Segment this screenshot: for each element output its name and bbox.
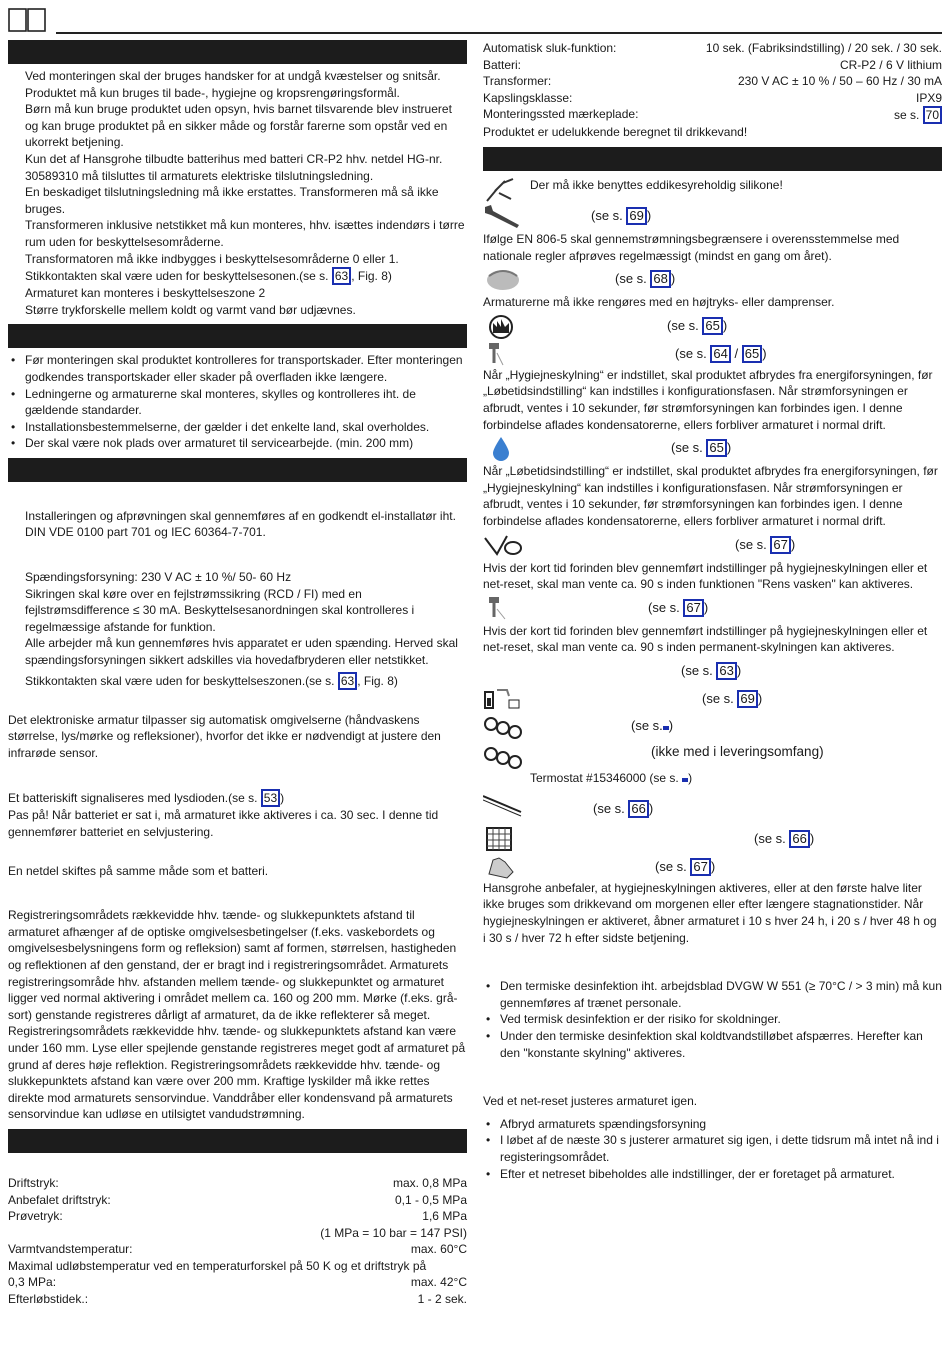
safety-line: Ved monteringen skal der bruges handsker for at undgå kvæstelser og snitsår.	[25, 69, 441, 83]
list-item: • Før monteringen skal produktet kontrolleres for transportskader. Efter monteringen godkendes transportskader eller skader på overfladen ikke længere.	[8, 352, 467, 385]
safety-line: Transformeren inklusive netstikket må kun monteres, hhv. isættes indendørs i tørre rum uden for beskyttelsesområderne.	[25, 218, 465, 249]
silicone-row: Der må ikke benyttes eddikesyreholdig silikone!	[483, 175, 942, 201]
hygiene-text: Når „Hygiejneskylning“ er indstillet, skal produktet afbrydes fra energiforsyningen, før „Løbetidsindstilling“ kan indstilles i konfigurationsfasen. Når strømforsyningen er afbrudt, ventes i 10 sekunder, før strømforsyningen kan forbindes igen. I denne forbindelse aflades kondensatorerne, ellers forbliver armaturet i normal drift.	[483, 367, 933, 432]
safety-line: Armaturet kan monteres i beskyttelseszone 2	[25, 286, 266, 301]
list-item: • Ved termisk desinfektion er der risiko for skoldninger.	[483, 1011, 942, 1028]
list-item: • Den termiske desinfektion iht. arbejdsblad DVGW W 551 (≥ 70°C / > 3 min) må kun gennemføres af trænet personale.	[483, 978, 942, 1011]
hand-row	[483, 264, 942, 294]
safety-line: Større trykforskelle mellem koldt og varmt vand bør udjævnes.	[25, 302, 356, 317]
book-icon	[8, 8, 46, 32]
netdel-text: En netdel skiftes på samme måde som et batteri.	[8, 863, 269, 878]
safety-section	[8, 68, 467, 318]
page-ref-text: (se s. 63 )	[681, 662, 742, 678]
page-ref-text: (se s. 67 )	[648, 599, 709, 615]
ruler-icon	[483, 792, 523, 818]
basin-clean-icon	[483, 532, 523, 558]
page-ref-link[interactable]: 63	[338, 672, 357, 690]
safety-line: Produktet må kun bruges til bade-, hygiejne og kropsrengøringsformål.	[25, 85, 400, 100]
faucet-icon-row	[483, 339, 942, 367]
tech-table-left	[8, 1175, 467, 1308]
section-bar-mounting	[8, 324, 467, 348]
hygiene-flush-icon	[483, 313, 523, 339]
faucet-flush-icon	[483, 595, 523, 621]
socket-line: Stikkontakten skal være uden for beskyttelsesonen.(se s. 63 , Fig. 8)	[25, 269, 392, 284]
section-bar-technical	[8, 1129, 467, 1153]
table-row: Batteri: CR-P2 / 6 V lithium	[483, 57, 942, 72]
permanent-text: Hvis der kort tid forinden blev gennemført indstillinger på hygiejneskylningen eller et net-reset, skal man vente ca. 90 s inden permanent-skylningen kan aktiveres.	[483, 623, 928, 655]
left-column	[8, 40, 467, 1308]
table-row: Monteringssted mærkeplade: se s. 70	[483, 106, 942, 124]
en806-text: Ifølge EN 806-5 skal gennemstrømningsbegrænsere i overensstemmelse med nationale regler afprøves regelmæssigt (mindst en gang om året).	[483, 231, 900, 263]
range-text: Registreringsområdets rækkevidde hhv. tænde- og slukkepunktets afstand til armaturet afhænger af de optiske omgivelsesbetingelser (f.eks. vaskebordets og omgivelsesbelysningens form og refleksion) samt af formen, størrelsen, hastigheden og reflektionen af den genstand, der er bragt ind i registreringsområdet. Armaturets registreringsområde hhv. afstanden mellem tænde- og slukkepunktet og armaturet ligger ved normal aktivering i området mellem ca. 160 og 200 mm. Mørke (f.eks. grå-sort) genstande registreres dårligt af armaturet, da de ikke reflekterer så meget. Registreringsområdets rækkevidde hhv. tænde- og slukkepunktets afstand kan være under 160 mm. Lyse eller spejlende genstande registreres meget godt af armaturet på grund af deres høje reflektion. Registreringsområdets rækkevidde hhv. tænde- og slukkepunktets afstand kan være over 200 mm. Kraftige lyskilder må ikke rettes direkte mod armaturets sensorvindue. Vanddråber eller kondensvand på armaturets sensorvindue kan udløse en utilsigtet vandudstrømning.	[8, 908, 466, 1122]
valve-set-icon	[483, 714, 523, 740]
silicone-gun-icon	[483, 177, 523, 203]
header-rule	[56, 32, 942, 34]
table-row: Anbefalet driftstryk: 0,1 - 0,5 MPa	[8, 1192, 467, 1207]
page-ref-link[interactable]: 70	[923, 106, 942, 124]
grid-sensor-icon	[483, 826, 523, 852]
safety-line: Børn må kun bruge produktet uden opsyn, hvis barnet tilsvarende blev instrueret og kan bruge produktet på en sikker måde og forstår farerne som opstår ved en ukorrekt betjening.	[25, 102, 452, 150]
elec-text: Installeringen og afprøvningen skal gennemføres af en godkendt el-installatør iht. DIN VDE 0100 part 701 og IEC 60364-7-701.	[25, 508, 456, 540]
list-item: • Installationsbestemmelserne, der gælder i det enkelte land, skal overholdes.	[8, 419, 467, 436]
list-item: • Ledningerne og armaturerne skal monteres, skylles og kontrolleres iht. de gældende standarder.	[8, 386, 467, 419]
page-ref-text: (se s. 66 )	[593, 800, 654, 816]
page-ref-link[interactable]: 66	[628, 800, 648, 818]
table-row: 0,3 MPa: max. 42°C	[8, 1275, 467, 1290]
drinking-water-note: Produktet er udelukkende beregnet til drikkevand!	[483, 125, 748, 140]
page-ref-link[interactable]: 67	[690, 858, 710, 876]
section-bar-cleaning	[483, 147, 942, 171]
list-item: • Afbryd armaturets spændingsforsyning	[483, 1116, 942, 1133]
page-ref-link[interactable]: 65	[706, 439, 726, 457]
hygiene-icon-row	[483, 311, 942, 339]
list-item: • Efter et netreset bibeholdes alle indstillinger, der er foretaget på armaturet.	[483, 1166, 942, 1183]
runtime-text: Når „Løbetidsindstilling“ er indstillet, skal produktet afbrydes fra energiforsyningen, før „Hygiejneskylning“ kan indstilles i konfigurationsfasen. Når strømforsyningen er afbrudt, ventes i 10 sekunder, før strømforsyningen kan forbindes igen. I denne forbindelse aflades kondensatorerne, ellers forbliver armaturet i normal drift.	[483, 464, 938, 528]
hand-cleaning-icon	[483, 266, 523, 292]
reset-list	[483, 1116, 942, 1182]
page-ref-text: (se s. 66 )	[754, 830, 815, 846]
page-ref-link[interactable]: 63	[332, 267, 351, 285]
list-item: • Der skal være nok plads over armaturet til servicearbejde. (min. 200 mm)	[8, 435, 467, 452]
safety-line: Transformatoren må ikke indbygges i beskyttelsesområderne 0 eller 1.	[25, 251, 399, 266]
glove-icon-row	[483, 852, 942, 880]
table-row: Varmtvandstemperatur: max. 60°C	[8, 1242, 467, 1257]
table-row: Efterløbstidek.: 1 - 2 sek.	[8, 1292, 467, 1307]
water-drop-icon	[483, 435, 523, 461]
page-ref-text: (se s. 69 )	[591, 207, 652, 223]
table-row: Driftstryk: max. 0,8 MPa	[8, 1175, 467, 1190]
table-row: (1 MPa = 10 bar = 147 PSI)	[320, 1225, 467, 1240]
elec-text: Alle arbejder må kun gennemføres hvis apparatet er uden spænding. Herved skal spændingsforsyningen sikkert adskilles via hovedafbryderen eller netstikket.	[25, 636, 458, 668]
section-bar-safety	[8, 40, 467, 64]
table-row: Kapslingsklasse: IPX9	[483, 90, 942, 105]
grid-icon-row	[483, 824, 942, 852]
battery-icon-row	[483, 684, 942, 712]
page-ref-link[interactable]: 53	[261, 789, 280, 807]
ruler-icon-row	[483, 790, 942, 824]
battery-warning: Pas på! Når batteriet er sat i, må armaturet ikke aktiveres i ca. 30 sec. I denne tid gennemfører batteriet en selvjustering.	[8, 808, 439, 839]
glove-icon	[483, 854, 523, 880]
battery-signal-line: Et batteriskift signaliseres med lysdioden.(se s. 53 )	[8, 791, 285, 806]
wrench-row	[483, 201, 942, 231]
page-ref-link[interactable]: 67	[770, 536, 790, 554]
page-ref-text: (se s. 68 )	[615, 271, 676, 287]
battery-box-icon	[483, 686, 523, 712]
hansgrohe-recommendation: Hansgrohe anbefaler, at hygiejneskylningen aktiveres, eller at den første halve liter ikke bruges som drikkevand om morgenen eller efter længere stagnationstider. Når hygiejneskylningen er aktiveret, åbner armaturet i 10 s hver 24 h, i 20 s / hver 48 h og i 30 s / hver 72 h efter sidste betjening.	[483, 880, 937, 945]
table-row: Maximal udløbstemperatur ved en temperaturforskel på 50 K og et driftstryk på	[8, 1258, 427, 1273]
auto-adjust-text: Det elektroniske armatur tilpasser sig automatisk omgivelserne (håndvaskens størrelse, lys/mørke og refleksioner), hvorfor det ikke er nødvendigt at justere den infrarøde sensor.	[8, 712, 441, 760]
ref63-row	[483, 656, 942, 684]
page-ref-link[interactable]: 65	[742, 345, 762, 363]
page-header	[0, 0, 950, 36]
valve2-icon-row	[483, 742, 942, 766]
rens-text: Hvis der kort tid forinden blev gennemført indstillinger på hygiejneskylningen eller et net-reset, skal man vente ca. 90 s inden funktionen "Rens vasken" kan aktiveres.	[483, 560, 928, 592]
page-ref-text: (se s. 67 )	[655, 858, 716, 874]
electrical-section	[8, 508, 467, 690]
page-ref-link[interactable]: 67	[683, 599, 703, 617]
page-ref-link[interactable]: 65	[702, 317, 722, 335]
page-ref-text: (se s. 65 )	[667, 317, 728, 333]
basin-icon-row	[483, 530, 942, 560]
right-column	[483, 40, 942, 1182]
drop-icon-row	[483, 433, 942, 463]
not-included-text: (ikke med i leveringsomfang)	[651, 743, 824, 759]
mount-list	[8, 352, 467, 452]
socket-line: Stikkontakten skal være uden for beskyttelseszonen.(se s. 63 , Fig. 8)	[25, 673, 398, 688]
safety-line: En beskadiget tilslutningsledning må ikke erstattes. Transformeren må så ikke bruges.	[25, 185, 439, 216]
table-row: Prøvetryk: 1,6 MPa	[8, 1209, 467, 1224]
table-row: Transformer: 230 V AC ± 10 % / 50 – 60 Hz / 30 mA	[483, 74, 942, 89]
elec-text: Sikringen skal køre over en fejlstrømssikring (RCD / FI) med en fejlstrømsdifference ≤ 30 mA. Beskyttelsesanordningen skal kontrolleres i regelmæssige afstande for funktion.	[25, 586, 415, 634]
page-ref-link[interactable]: 68	[650, 270, 670, 288]
page-ref-link[interactable]: 63	[716, 662, 736, 680]
termostat-row	[483, 766, 942, 790]
thermal-list	[483, 978, 942, 1061]
valve-icon-row	[483, 712, 942, 742]
page-ref-link[interactable]: 69	[626, 207, 646, 225]
list-item: • I løbet af de næste 30 s justerer armaturet sig igen, i dette tidsrum må intet nå ind i registeringsområdet.	[483, 1132, 942, 1165]
page-ref-text: (se s. 69 )	[702, 690, 763, 706]
page-ref-text: (se s. 67 )	[735, 536, 796, 552]
tech-table-right	[483, 40, 942, 141]
no-pressure-text: Armaturerne må ikke rengøres med en højtryks- eller damprenser.	[483, 295, 835, 310]
section-bar-electrical	[8, 458, 467, 482]
list-item: • Under den termiske desinfektion skal koldtvandstilløbet afspærres. Herefter kan den "konstante skylning" aktiveres.	[483, 1028, 942, 1061]
elec-text: Spændingsforsyning: 230 V AC ± 10 %/ 50- 60 Hz	[25, 570, 292, 585]
safety-line: Kun det af Hansgrohe tilbudte batterihus med batteri CR-P2 hhv. netdel HG-nr. 30589310 må tilsluttes til armaturets elektriske tilslutningsledning.	[25, 151, 443, 183]
page-ref-link[interactable]: 66	[789, 830, 809, 848]
page-ref-link[interactable]: 64	[710, 345, 730, 363]
page-ref-link[interactable]: 69	[737, 690, 757, 708]
reset-intro: Ved et net-reset justeres armaturet igen.	[483, 1094, 698, 1109]
page-ref-text: (se s. 65 )	[671, 440, 732, 456]
faucet2-icon-row	[483, 593, 942, 623]
wrench-icon	[483, 203, 523, 229]
faucet-icon	[483, 341, 523, 367]
table-row: Automatisk sluk-funktion: 10 sek. (Fabriksindstilling) / 20 sek. / 30 sek.	[483, 41, 942, 55]
termostat-text: Termostat #15346000 (se s. )	[530, 770, 693, 785]
page-ref-text: (se s. 64 / 65 )	[675, 345, 767, 361]
page-ref-text: (se s. )	[631, 717, 674, 733]
